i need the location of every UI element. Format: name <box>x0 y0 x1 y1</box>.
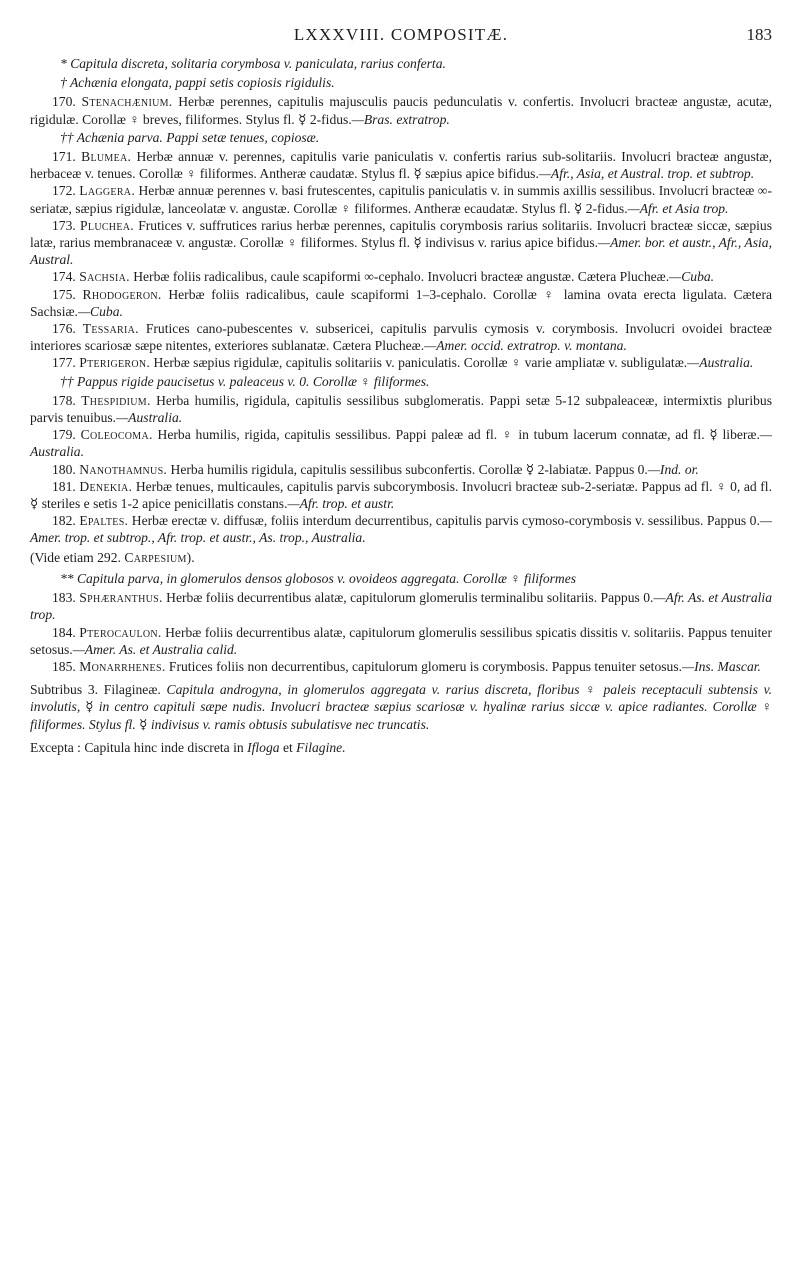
key-heading: †† Pappus rigide paucisetus v. paleaceus v. 0. Corollæ ♀ filiformes. <box>60 373 430 389</box>
genus-entry <box>30 512 772 546</box>
genus-number: 180. <box>52 461 76 477</box>
genus-description: Herbæ perennes, capitulis majusculis paucis pedunculatis v. confertis. Involucri bracteæ angustæ, acutæ, rigidulæ. Corollæ ♀ breves, filiformes. Stylus fl. ☿ 2-fidus. <box>30 94 772 127</box>
genus-entry <box>30 217 772 269</box>
genus-distribution: —Bras. extratrop. <box>351 111 450 127</box>
genus-number: 176. <box>52 321 76 337</box>
genus-entry <box>30 624 772 658</box>
genus-number: 170. <box>52 94 76 110</box>
genus-description: Herbæ foliis decurrentibus alatæ, capitulorum glomerulis terminalibu solitariis. Pappus 0. <box>166 590 654 606</box>
vide-close: ). <box>186 549 195 565</box>
genus-name: Stenachænium. <box>81 94 173 110</box>
genus-description: Frutices v. suffrutices rarius herbæ perennes, capitulis corymbosis rarius solitariis. Involucri bracteæ siccæ, sæpius latæ, rarius membranaceæ v. angustæ. Corollæ ♀ filiformes. Stylus fl. ☿ indivisus v. rarius apice bifidus. <box>30 217 773 251</box>
genus-name: Sachsia. <box>79 269 130 285</box>
excepta-middle: et <box>279 739 297 755</box>
genus-distribution: —Afr., Asia, et Austral. trop. et subtrop. <box>538 166 755 182</box>
key-heading: †† Achænia parva. Pappi setæ tenues, copiosæ. <box>60 129 320 145</box>
genus-entry <box>30 286 772 320</box>
genus-distribution: —Afr. et Asia trop. <box>627 200 729 216</box>
excepta-prefix: Excepta : Capitula hinc inde discreta in <box>30 739 248 755</box>
genus-name: Coleocoma. <box>80 427 153 443</box>
genus-description: Herba humilis rigidula, capitulis sessilibus subconfertis. Corollæ ☿ 2-labiatæ. Pappus 0. <box>170 461 648 477</box>
genus-number: 173. <box>52 217 76 233</box>
genus-description: Herbæ erectæ v. diffusæ, foliis interdum decurrentibus, capitulis parvis cymoso-corymbosis v. sessilibus. Pappus 0. <box>131 513 760 529</box>
genus-distribution: —Amer. As. et Australia calid. <box>72 641 238 657</box>
genus-entry <box>30 589 772 623</box>
genus-name: Tessaria. <box>82 321 139 337</box>
vide-genus-name: Carpesium <box>124 549 187 565</box>
genus-description: Herbæ foliis decurrentibus alatæ, capitulorum glomerulis sessilibus spicatis dissitis v. solitariis. Pappus tenuiter setosus. <box>30 624 772 657</box>
genus-number: 184. <box>52 624 76 640</box>
genus-name: Monarrhenes. <box>79 658 166 674</box>
genus-number: 175. <box>52 286 76 302</box>
key-heading: ** Capitula parva, in glomerulos densos globosos v. ovoideos aggregata. Corollæ ♀ filiformes <box>60 570 577 586</box>
genus-name: Laggera. <box>79 183 136 199</box>
genus-number: 182. <box>52 513 76 529</box>
genus-entry <box>30 354 772 371</box>
genus-name: Pterigeron. <box>79 355 151 371</box>
genus-entry <box>30 478 772 512</box>
genus-name: Sphæranthus. <box>79 590 163 606</box>
genus-description: Herbæ foliis radicalibus, caule scapiformi 1–3-cephalo. Corollæ ♀ lamina ovata erecta ligulata. Cætera Sachsiæ. <box>30 286 773 319</box>
subtribe-label: Subtribus 3. <box>30 682 99 698</box>
genus-description: Herbæ annuæ v. perennes, capitulis varie paniculatis v. confertis rarius sub-solitariis. Involucri bracteæ angustæ, herbaceæ v. tenues. Corollæ ♀ filiformes. Antheræ caudatæ. Stylus fl. ☿ sæpius apice bifidus. <box>30 149 772 182</box>
genus-distribution: —Afr. As. et Australia trop. <box>30 590 772 623</box>
genus-distribution: —Afr. trop. et austr. <box>287 496 395 512</box>
excepta-note <box>30 739 772 756</box>
genus-name: Pterocaulon. <box>79 624 162 640</box>
genus-number: 181. <box>52 478 76 494</box>
genus-number: 174. <box>52 269 76 285</box>
genus-distribution: —Australia. <box>687 355 754 371</box>
genus-description: Frutices cano-pubescentes v. subsericei, capitulis parvulis cymosis v. corymbosis. Involucri ovoidei bracteæ interiores scariosæ sæpe nitentes, exteriores sublanatæ. Cætera Plucheæ. <box>30 321 772 354</box>
genus-distribution: —Cuba. <box>669 269 715 285</box>
genus-distribution: —Australia. <box>116 410 183 426</box>
genus-distribution: —Cuba. <box>77 303 123 319</box>
genus-entry <box>30 392 772 426</box>
genus-number: 179. <box>52 427 76 443</box>
genus-entry <box>30 148 772 182</box>
genus-name: Blumea. <box>81 149 132 165</box>
genus-description: Herbæ tenues, multicaules, capitulis parvis subcorymbosis. Involucri bracteæ sub-2-seriatæ. Pappus ad fl. ♀ 0, ad fl. ☿ steriles e setis 1-2 apice penicillatis constans. <box>30 478 772 512</box>
genus-number: 171. <box>52 149 76 165</box>
vide-open: (Vide etiam 292. <box>30 549 125 565</box>
subtribe-paragraph <box>30 681 772 733</box>
genus-name: Pluchea. <box>80 217 134 233</box>
genus-description: Herba humilis, rigidula, capitulis sessilibus subglomeratis. Pappi setæ 5-12 subpaleaceæ, intermixtis pluribus parvis tenuibus. <box>30 392 772 426</box>
subtribe-description: Capitula androgyna, in glomerulos aggregata v. rarius discreta, floribus ♀ paleis receptaculi subtensis v. involutis, ☿ in centro capituli sæpe nudis. Involucri bracteæ sæpius scariosæ v. hyalinæ rarius siccæ v. apice radiantes. Corollæ ♀ filiformes. Stylus fl. ☿ indivisus v. ramis obtusis subulatisve nec truncatis. <box>30 682 773 732</box>
genus-entry <box>30 268 772 285</box>
genus-distribution: —Amer. bor. et austr., Afr., Asia, Austral. <box>30 235 772 268</box>
genus-name: Rhodogeron. <box>82 286 162 302</box>
genus-distribution: —Amer. trop. et subtrop., Afr. trop. et austr., As. trop., Australia. <box>30 513 772 546</box>
genus-distribution: —Ins. Mascar. <box>682 658 761 674</box>
key-heading: † Achænia elongata, pappi setis copiosis rigidulis. <box>60 75 335 91</box>
subtribe-name: Filagineæ. <box>103 682 161 698</box>
cross-reference <box>30 549 772 566</box>
genus-name: Denekia. <box>79 478 133 494</box>
genus-number: 178. <box>52 392 76 408</box>
excepta-genus-ifloga: Ifloga <box>247 739 280 755</box>
excepta-genus-filago: Filagine. <box>296 739 346 755</box>
genus-number: 185. <box>52 658 76 674</box>
page-number: 183 <box>746 25 772 44</box>
genus-name: Nanothamnus. <box>79 461 168 477</box>
genus-distribution: —Ind. or. <box>647 461 699 477</box>
genus-entry <box>30 182 772 216</box>
genus-entry <box>30 461 772 478</box>
key-heading: * Capitula discreta, solitaria corymbosa v. paniculata, rarius conferta. <box>60 56 446 71</box>
genus-distribution: —Australia. <box>30 427 772 460</box>
genus-number: 172. <box>52 183 76 199</box>
genus-description: Herbæ sæpius rigidulæ, capitulis solitariis v. paniculatis. Corollæ ♀ varie ampliatæ v. subligulatæ. <box>153 355 688 371</box>
genus-name: Thespidium. <box>81 392 151 408</box>
genus-entry <box>30 658 772 675</box>
genus-number: 177. <box>52 355 76 371</box>
genus-distribution: —Amer. occid. extratrop. v. montana. <box>424 338 627 354</box>
genus-entry <box>30 426 772 460</box>
genus-description: Frutices foliis non decurrentibus, capitulorum glomeru is corymbosis. Pappus tenuiter setosus. <box>168 658 683 674</box>
genus-description: Herbæ foliis radicalibus, caule scapiformi ∞-cephalo. Involucri bracteæ angustæ. Cætera Plucheæ. <box>133 269 670 285</box>
genus-description: Herba humilis, rigida, capitulis sessilibus. Pappi paleæ ad fl. ♀ in tubum lacerum connatæ, ad fl. ☿ liberæ. <box>157 427 760 443</box>
genus-number: 183. <box>52 590 76 606</box>
genus-entry <box>30 320 772 354</box>
genus-name: Epaltes. <box>79 513 129 529</box>
genus-entry <box>30 93 772 127</box>
page-header <box>30 26 772 52</box>
genus-description: Herbæ annuæ perennes v. basi frutescentes, capitulis paniculatis v. in summis axillis sessilibus. Involucri bracteæ ∞-seriatæ, sæpius rigidulæ, lanceolatæ v. angustæ. Corollæ ♀ filiformes. Antheræ ecaudatæ. Stylus fl. ☿ 2-fidus. <box>30 183 772 216</box>
running-title: LXXXVIII. COMPOSITÆ. <box>293 25 509 44</box>
